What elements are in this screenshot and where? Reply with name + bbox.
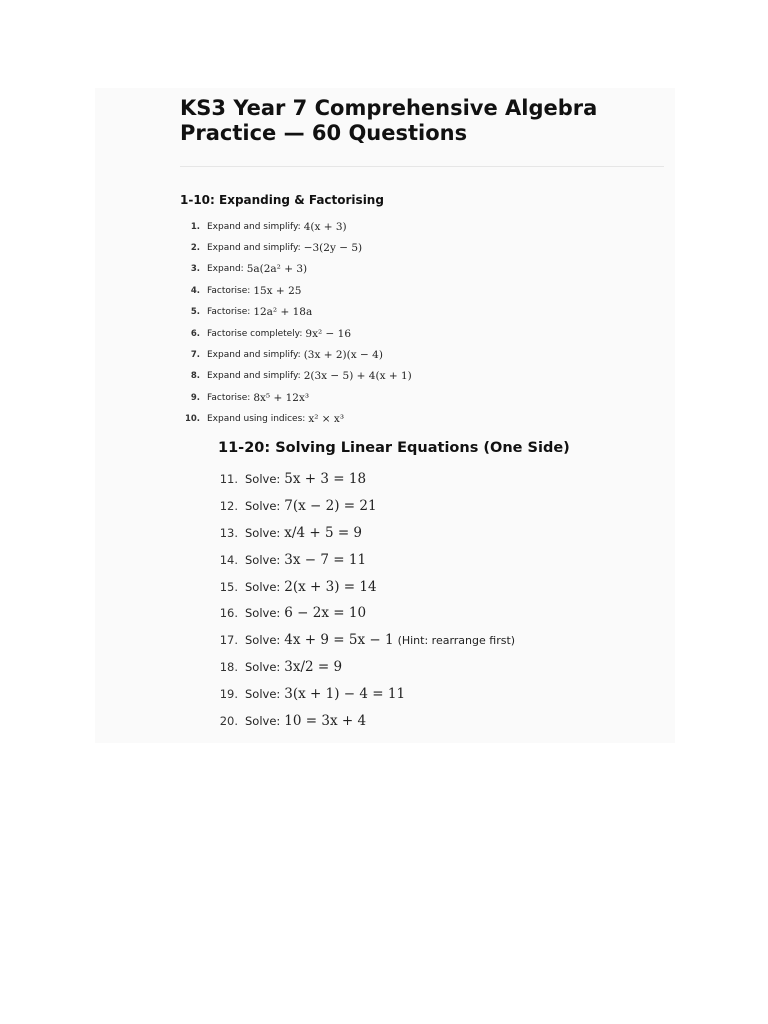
question-label: Solve: xyxy=(245,525,281,540)
section-heading-expanding: 1-10: Expanding & Factorising xyxy=(180,193,384,207)
question-item xyxy=(214,627,515,654)
question-item xyxy=(178,237,412,258)
question-number: 19. xyxy=(219,686,238,701)
question-label: Solve: xyxy=(245,499,281,514)
question-label: Factorise: xyxy=(207,307,251,318)
question-item xyxy=(178,344,412,365)
question-expression: −3(2y − 5) xyxy=(303,242,363,255)
question-expression: 5a(2a² + 3) xyxy=(246,263,308,276)
question-expression: 4(x + 3) xyxy=(303,220,347,233)
question-expression: 15x + 25 xyxy=(253,284,302,297)
question-expression: 9x² − 16 xyxy=(305,327,352,340)
question-label: Factorise: xyxy=(207,392,251,403)
question-item xyxy=(214,520,515,547)
question-number: 14. xyxy=(219,552,238,567)
question-label: Expand: xyxy=(207,264,244,275)
question-expression: 12a² + 18a xyxy=(253,306,313,319)
divider xyxy=(180,166,664,167)
question-item xyxy=(178,302,412,323)
question-number: 8. xyxy=(190,371,200,382)
question-number: 2. xyxy=(190,243,200,254)
question-number: 9. xyxy=(190,392,200,403)
question-expression: 3x − 7 = 11 xyxy=(284,551,367,568)
question-label: Expand and simplify: xyxy=(207,371,301,382)
question-item xyxy=(178,216,412,237)
question-label: Factorise completely: xyxy=(207,328,303,339)
question-item xyxy=(214,680,515,707)
question-label: Solve: xyxy=(245,686,281,701)
question-number: 10. xyxy=(184,414,200,425)
question-number: 3. xyxy=(190,264,200,275)
question-expression: 2(x + 3) = 14 xyxy=(284,578,377,595)
question-label: Solve: xyxy=(245,633,281,648)
question-label: Solve: xyxy=(245,552,281,567)
question-item xyxy=(214,573,515,600)
question-expression: 8x⁵ + 12x³ xyxy=(253,391,310,404)
question-number: 18. xyxy=(219,659,238,674)
question-item xyxy=(214,493,515,520)
question-item xyxy=(178,409,412,430)
question-item xyxy=(178,280,412,301)
question-item xyxy=(214,546,515,573)
question-number: 12. xyxy=(219,499,238,514)
question-number: 1. xyxy=(190,221,200,232)
section-heading-linear-equations: 11-20: Solving Linear Equations (One Side) xyxy=(218,440,570,456)
question-label: Expand and simplify: xyxy=(207,221,301,232)
question-number: 6. xyxy=(190,328,200,339)
question-number: 4. xyxy=(190,285,200,296)
question-label: Expand using indices: xyxy=(207,414,306,425)
question-number: 16. xyxy=(219,606,238,621)
question-expression: 5x + 3 = 18 xyxy=(284,471,367,488)
question-item xyxy=(214,654,515,681)
question-item xyxy=(178,387,412,408)
question-label: Solve: xyxy=(245,579,281,594)
question-expression: 7(x − 2) = 21 xyxy=(284,498,377,515)
question-label: Expand and simplify: xyxy=(207,350,301,361)
question-item xyxy=(214,707,515,734)
question-number: 20. xyxy=(219,713,238,728)
question-list-expanding xyxy=(178,216,412,430)
question-number: 7. xyxy=(190,350,200,361)
question-item xyxy=(214,466,515,493)
question-list-linear-equations xyxy=(214,466,515,734)
question-number: 15. xyxy=(219,579,238,594)
question-number: 11. xyxy=(219,472,238,487)
question-item xyxy=(178,366,412,387)
question-label: Expand and simplify: xyxy=(207,243,301,254)
question-expression: x/4 + 5 = 9 xyxy=(284,524,363,541)
question-expression: 2(3x − 5) + 4(x + 1) xyxy=(303,370,412,383)
question-expression: 6 − 2x = 10 xyxy=(284,605,367,622)
question-hint: (Hint: rearrange first) xyxy=(397,633,516,647)
question-label: Solve: xyxy=(245,606,281,621)
question-label: Factorise: xyxy=(207,285,251,296)
question-item xyxy=(178,259,412,280)
question-label: Solve: xyxy=(245,713,281,728)
question-number: 13. xyxy=(219,525,238,540)
question-item xyxy=(214,600,515,627)
question-label: Solve: xyxy=(245,472,281,487)
question-expression: 3(x + 1) − 4 = 11 xyxy=(284,685,406,702)
question-expression: (3x + 2)(x − 4) xyxy=(303,349,383,362)
question-number: 17. xyxy=(219,633,238,648)
question-expression: 10 = 3x + 4 xyxy=(284,712,367,729)
question-number: 5. xyxy=(190,307,200,318)
question-label: Solve: xyxy=(245,659,281,674)
question-expression: x² × x³ xyxy=(308,413,345,426)
question-expression: 3x/2 = 9 xyxy=(284,658,343,675)
question-expression: 4x + 9 = 5x − 1 xyxy=(284,632,394,649)
question-item xyxy=(178,323,412,344)
page-title: KS3 Year 7 Comprehensive Algebra Practice — 60 Questions xyxy=(180,96,598,145)
